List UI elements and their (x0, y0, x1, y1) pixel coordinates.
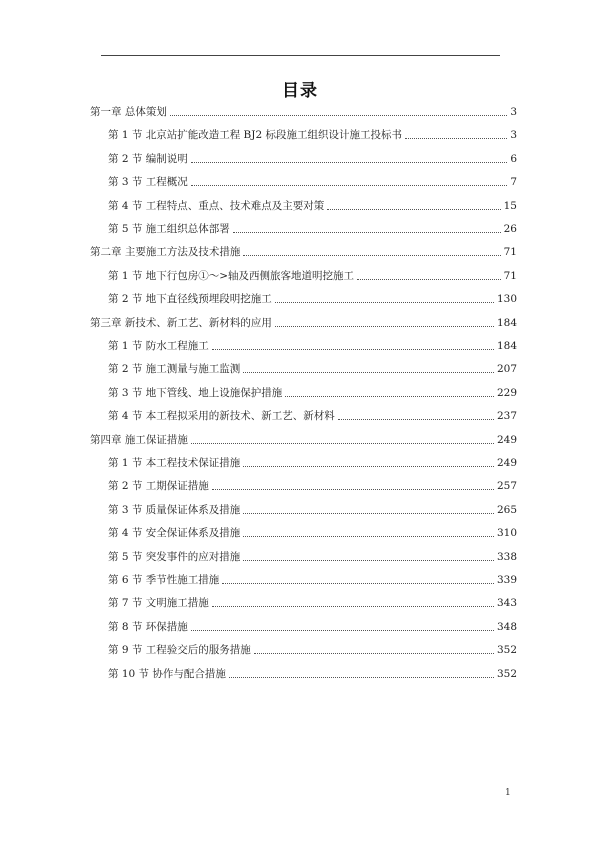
toc-section-entry[interactable] (108, 126, 517, 142)
toc-entry-page: 338 (496, 550, 517, 563)
toc-entry-label: 第 4 节 工程特点、重点、技术难点及主要对策 (108, 199, 325, 212)
toc-dot-leader (357, 279, 501, 280)
toc-entry-label: 第 5 节 突发事件的应对措施 (108, 550, 241, 563)
toc-entry-label: 第 6 节 季节性施工措施 (108, 574, 220, 586)
toc-entry-page: 71 (503, 269, 517, 282)
toc-chapter-entry[interactable] (90, 314, 517, 330)
toc-dot-leader (243, 560, 494, 561)
toc-entry-page: 184 (496, 340, 517, 352)
toc-entry-page: 249 (496, 433, 517, 446)
toc-entry-label: 第 2 节 编制说明 (108, 152, 188, 165)
toc-dot-leader (212, 489, 494, 490)
toc-section-entry[interactable] (108, 150, 517, 166)
page-title: 目录 (282, 81, 318, 101)
toc-dot-leader (233, 232, 501, 233)
toc-entry-label: 第 2 节 工期保证措施 (108, 480, 209, 493)
toc-entry-page: 339 (496, 574, 517, 586)
toc-entry-page: 130 (496, 293, 517, 306)
toc-dot-leader (243, 255, 500, 256)
toc-dot-leader (222, 583, 494, 584)
toc-dot-leader (338, 419, 494, 420)
toc-entry-page: 310 (496, 527, 517, 540)
toc-dot-leader (191, 185, 508, 186)
toc-section-entry[interactable] (108, 220, 517, 236)
toc-entry-page: 348 (496, 620, 517, 633)
toc-dot-leader (212, 606, 494, 607)
toc-entry-label: 第 1 节 地下行包房①～>轴及西侧旅客地道明挖施工 (108, 269, 354, 282)
toc-dot-leader (275, 326, 494, 327)
toc-entry-label: 第 3 节 地下管线、地上设施保护措施 (108, 386, 283, 399)
page-number: 1 (505, 788, 511, 798)
toc-entry-label: 第 2 节 施工测量与施工监测 (108, 363, 241, 376)
toc-entry-page: 15 (503, 199, 517, 212)
toc-entry-label: 第 1 节 防水工程施工 (108, 340, 209, 352)
toc-entry-page: 229 (496, 386, 517, 399)
toc-section-entry[interactable] (108, 173, 517, 189)
toc-entry-label: 第一章 总体策划 (90, 106, 167, 118)
toc-dot-leader (191, 630, 494, 631)
toc-dot-leader (170, 115, 507, 116)
toc-section-entry[interactable] (108, 337, 517, 353)
toc-entry-label: 第 10 节 协作与配合措施 (108, 667, 226, 680)
toc-section-entry[interactable] (108, 571, 517, 587)
toc-entry-label: 第二章 主要施工方法及技术措施 (90, 246, 241, 259)
toc-section-entry[interactable] (108, 524, 517, 540)
toc-section-entry[interactable] (108, 360, 517, 376)
toc-dot-leader (243, 513, 494, 514)
toc-entry-page: 3 (510, 129, 517, 142)
toc-dot-leader (191, 162, 508, 163)
toc-entry-label: 第 9 节 工程验交后的服务措施 (108, 644, 251, 657)
toc-entry-page: 352 (496, 667, 517, 680)
toc-chapter-entry[interactable] (90, 243, 517, 259)
toc-section-entry[interactable] (108, 384, 517, 400)
toc-dot-leader (243, 466, 494, 467)
toc-section-entry[interactable] (108, 454, 517, 470)
toc-section-entry[interactable] (108, 594, 517, 610)
toc-entry-label: 第 1 节 北京站扩能改造工程 BJ2 标段施工组织设计施工投标书 (108, 129, 402, 142)
toc-dot-leader (243, 372, 494, 373)
toc-entry-label: 第 3 节 工程概况 (108, 176, 188, 189)
toc-dot-leader (191, 443, 494, 444)
toc-section-entry[interactable] (108, 501, 517, 517)
toc-entry-label: 第 4 节 本工程拟采用的新技术、新工艺、新材料 (108, 410, 335, 423)
toc-chapter-entry[interactable] (90, 103, 517, 119)
toc-dot-leader (327, 209, 500, 210)
toc-dot-leader (229, 677, 494, 678)
toc-entry-page: 71 (503, 246, 517, 259)
toc-section-entry[interactable] (108, 267, 517, 283)
toc-entry-page: 249 (496, 457, 517, 469)
toc-entry-label: 第 4 节 安全保证体系及措施 (108, 527, 241, 540)
toc-entry-label: 第 7 节 文明施工措施 (108, 597, 209, 610)
toc-entry-page: 257 (496, 480, 517, 493)
toc-entry-label: 第 8 节 环保措施 (108, 620, 188, 633)
toc-entry-page: 3 (510, 106, 517, 118)
toc-entry-label: 第 3 节 质量保证体系及措施 (108, 503, 241, 516)
toc-dot-leader (254, 653, 494, 654)
toc-section-entry[interactable] (108, 618, 517, 634)
toc-entry-page: 184 (496, 316, 517, 329)
toc-entry-page: 207 (496, 363, 517, 376)
toc-dot-leader (243, 536, 494, 537)
toc-dot-leader (285, 396, 494, 397)
toc-entry-page: 26 (503, 223, 517, 235)
toc-section-entry[interactable] (108, 407, 517, 423)
toc-section-entry[interactable] (108, 641, 517, 657)
toc-section-entry[interactable] (108, 477, 517, 493)
toc-entry-label: 第四章 施工保证措施 (90, 433, 188, 446)
toc-entry-page: 343 (496, 597, 517, 610)
toc-chapter-entry[interactable] (90, 431, 517, 447)
toc-section-entry[interactable] (108, 197, 517, 213)
toc-entry-page: 352 (496, 644, 517, 657)
toc-section-entry[interactable] (108, 548, 517, 564)
toc-dot-leader (212, 349, 494, 350)
toc-section-entry[interactable] (108, 665, 517, 681)
toc-section-entry[interactable] (108, 290, 517, 306)
toc-entry-label: 第 2 节 地下直径线预埋段明挖施工 (108, 293, 272, 306)
toc-entry-page: 7 (510, 176, 517, 189)
toc-entry-label: 第 5 节 施工组织总体部署 (108, 223, 230, 235)
toc-entry-label: 第 1 节 本工程技术保证措施 (108, 457, 241, 469)
toc-entry-page: 237 (496, 410, 517, 423)
toc-dot-leader (405, 138, 507, 139)
toc-dot-leader (275, 302, 494, 303)
toc-entry-page: 6 (510, 152, 517, 165)
toc-entry-page: 265 (496, 503, 517, 516)
toc-entry-label: 第三章 新技术、新工艺、新材料的应用 (90, 316, 272, 329)
